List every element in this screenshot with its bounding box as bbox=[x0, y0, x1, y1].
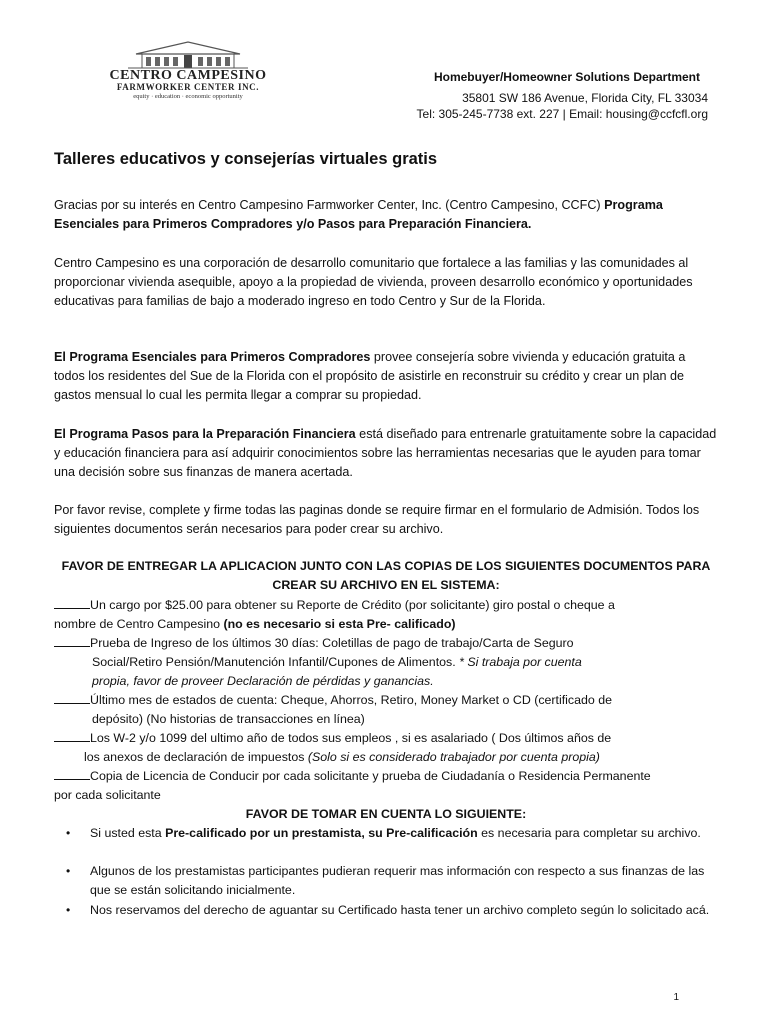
logo-line-1: CENTRO CAMPESINO bbox=[109, 68, 267, 83]
department-name: Homebuyer/Homeowner Solutions Department bbox=[433, 70, 700, 84]
checkbox-blank[interactable] bbox=[54, 729, 90, 742]
document-text: Prueba de Ingreso de los últimos 30 días: Coletillas de pago de trabajo/Carta de Seguro bbox=[90, 636, 574, 650]
documents-heading-line2: CREAR SU ARCHIVO EN EL SISTEMA: bbox=[272, 578, 500, 592]
document-text: Un cargo por $25.00 para obtener su Reporte de Crédito (por solicitante) giro postal o cheque a bbox=[90, 598, 615, 612]
document-text: los anexos de declaración de impuestos bbox=[84, 750, 308, 764]
program2-paragraph bbox=[54, 425, 718, 482]
contact-info: Tel: 305-245-7738 ext. 227 | Email: housing@ccfcfl.org bbox=[416, 107, 708, 121]
building-logo-icon bbox=[108, 40, 268, 70]
bullet-icon: • bbox=[66, 903, 71, 917]
note-item bbox=[66, 901, 716, 920]
document-note: propia, favor de proveer Declaración de pérdidas y ganancias. bbox=[92, 674, 434, 688]
note-text: Si usted esta bbox=[90, 826, 166, 840]
intro-text: Gracias por su interés en Centro Campesino Farmworker Center, Inc. (Centro Campesino, CCFC) bbox=[54, 198, 605, 212]
document-text: Último mes de estados de cuenta: Cheque, Ahorros, Retiro, Money Market o CD (certificado de bbox=[90, 693, 613, 707]
program2-text: está diseñado para entrenarle gratuitamente sobre la capacidad y educación financiera para así adquirir conocimientos sobre las herramientas necesarias que le ayuden para tomar una decisión sobre sus finanzas de manera acertada. bbox=[54, 427, 717, 479]
document-text: nombre de Centro Campesino bbox=[54, 617, 224, 631]
note-item bbox=[66, 862, 716, 900]
document-text: depósito) (No historias de transacciones en línea) bbox=[92, 712, 365, 726]
program1-text: provee consejería sobre vivienda y educación gratuita a todos los residentes del Sue de la Florida con el propósito de asistirle en reconstruir su crédito y crear un plan de gastos mensual lo cual les permita llegar a comprar su propiedad. bbox=[54, 350, 686, 402]
instructions-paragraph: Por favor revise, complete y firme todas las paginas donde se require firmar en el formulario de Admisión. Todos los siguientes documentos serán necesarios para poder crear su archivo. bbox=[54, 503, 700, 536]
note-bold: Pre-calificado por un prestamista, su Pre-calificación bbox=[165, 826, 478, 840]
address: 35801 SW 186 Avenue, Florida City, FL 33034 bbox=[462, 91, 708, 105]
program2-name: El Programa Pasos para la Preparación Financiera bbox=[54, 427, 356, 441]
about-paragraph: Centro Campesino es una corporación de desarrollo comunitario que fortalece a las familias y las comunidades al proporcionar vivienda asequible, apoyo a la propiedad de vivienda, proveen desarrollo económico y oportunidades educativas para familias de bajo a moderado ingreso en todo Centro y Sur de la Florida. bbox=[54, 256, 693, 308]
document-note: (no es necesario si esta Pre- calificado) bbox=[223, 617, 456, 631]
program1-paragraph bbox=[54, 348, 718, 405]
logo-line-2: FARMWORKER CENTER INC. bbox=[116, 82, 260, 92]
bullet-icon: • bbox=[66, 864, 71, 878]
documents-heading-line1: FAVOR DE ENTREGAR LA APLICACION JUNTO CON LAS COPIAS DE LOS SIGUIENTES DOCUMENTOS PARA bbox=[61, 559, 711, 573]
note-text: Nos reservamos del derecho de aguantar su Certificado hasta tener un archivo completo según lo solicitado acá. bbox=[90, 903, 710, 917]
notes-heading: FAVOR DE TOMAR EN CUENTA LO SIGUIENTE: bbox=[245, 807, 527, 821]
document-text: Los W-2 y/o 1099 del ultimo año de todos sus empleos , si es asalariado ( Dos últimos años de bbox=[90, 731, 612, 745]
intro-program-names: Programa Esenciales para Primeros Compradores y/o Pasos para Preparación Financiera. bbox=[54, 198, 663, 231]
documents-heading bbox=[54, 557, 718, 595]
document-item-credit-report bbox=[54, 596, 724, 634]
document-text: por cada solicitante bbox=[54, 788, 161, 802]
note-text: es necesaria para completar su archivo. bbox=[477, 826, 701, 840]
document-item-income-proof bbox=[54, 634, 724, 691]
centro-campesino-logo bbox=[108, 40, 268, 102]
checkbox-blank[interactable] bbox=[54, 634, 90, 647]
checkbox-blank[interactable] bbox=[54, 596, 90, 609]
page-title: Talleres educativos y consejerías virtuales gratis bbox=[54, 150, 438, 168]
intro-paragraph bbox=[54, 196, 718, 234]
checkbox-blank[interactable] bbox=[54, 691, 90, 704]
bullet-icon: • bbox=[66, 826, 71, 840]
document-text: Copia de Licencia de Conducir por cada solicitante y prueba de Ciudadanía o Residencia Permanente bbox=[90, 769, 651, 783]
document-note: * Si trabaja por cuenta bbox=[459, 655, 582, 669]
program1-name: El Programa Esenciales para Primeros Compradores bbox=[54, 350, 371, 364]
note-item bbox=[66, 824, 716, 843]
document-item-w2 bbox=[54, 729, 724, 767]
page-number: 1 bbox=[673, 992, 679, 1003]
document-text: Social/Retiro Pensión/Manutención Infantil/Cupones de Alimentos. bbox=[92, 655, 460, 669]
document-item-license bbox=[54, 767, 724, 805]
note-text: Algunos de los prestamistas participantes pudieran requerir mas información con respecto a sus finanzas de las que se están solicitando inicialmente. bbox=[90, 864, 705, 897]
document-note: (Solo si es considerado trabajador por cuenta propia) bbox=[307, 750, 600, 764]
checkbox-blank[interactable] bbox=[54, 767, 90, 780]
document-item-bank-statements bbox=[54, 691, 724, 729]
logo-line-3: equity · education · economic opportunity bbox=[133, 93, 243, 100]
